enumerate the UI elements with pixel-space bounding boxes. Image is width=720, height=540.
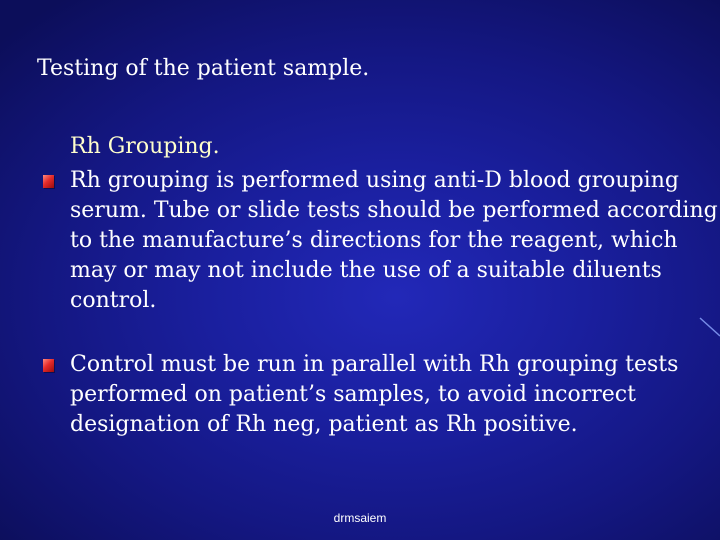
bullet-text-line: Control must be run in parallel with Rh grouping tests bbox=[70, 352, 679, 377]
bullet-text-line: to the manufacture’s directions for the reagent, which bbox=[70, 228, 678, 253]
bullet-item bbox=[70, 166, 718, 316]
red-square-bullet-icon bbox=[43, 175, 54, 188]
bullet-text-line: control. bbox=[70, 288, 157, 313]
bullet-item bbox=[70, 350, 690, 440]
red-square-bullet-icon bbox=[43, 359, 54, 372]
bullet-text-line: may or may not include the use of a suitable diluents bbox=[70, 258, 662, 283]
bullet-text-line: performed on patient’s samples, to avoid incorrect bbox=[70, 382, 636, 407]
slide-footer: drmsaiem bbox=[333, 511, 387, 525]
bullet-text-line: designation of Rh neg, patient as Rh positive. bbox=[70, 412, 578, 437]
slide-title: Testing of the patient sample. bbox=[37, 56, 370, 81]
subheading-rh-grouping: Rh Grouping. bbox=[70, 134, 220, 159]
bullet-text-line: serum. Tube or slide tests should be performed according bbox=[70, 198, 718, 223]
bullet-text-line: Rh grouping is performed using anti-D blood grouping bbox=[70, 168, 679, 193]
